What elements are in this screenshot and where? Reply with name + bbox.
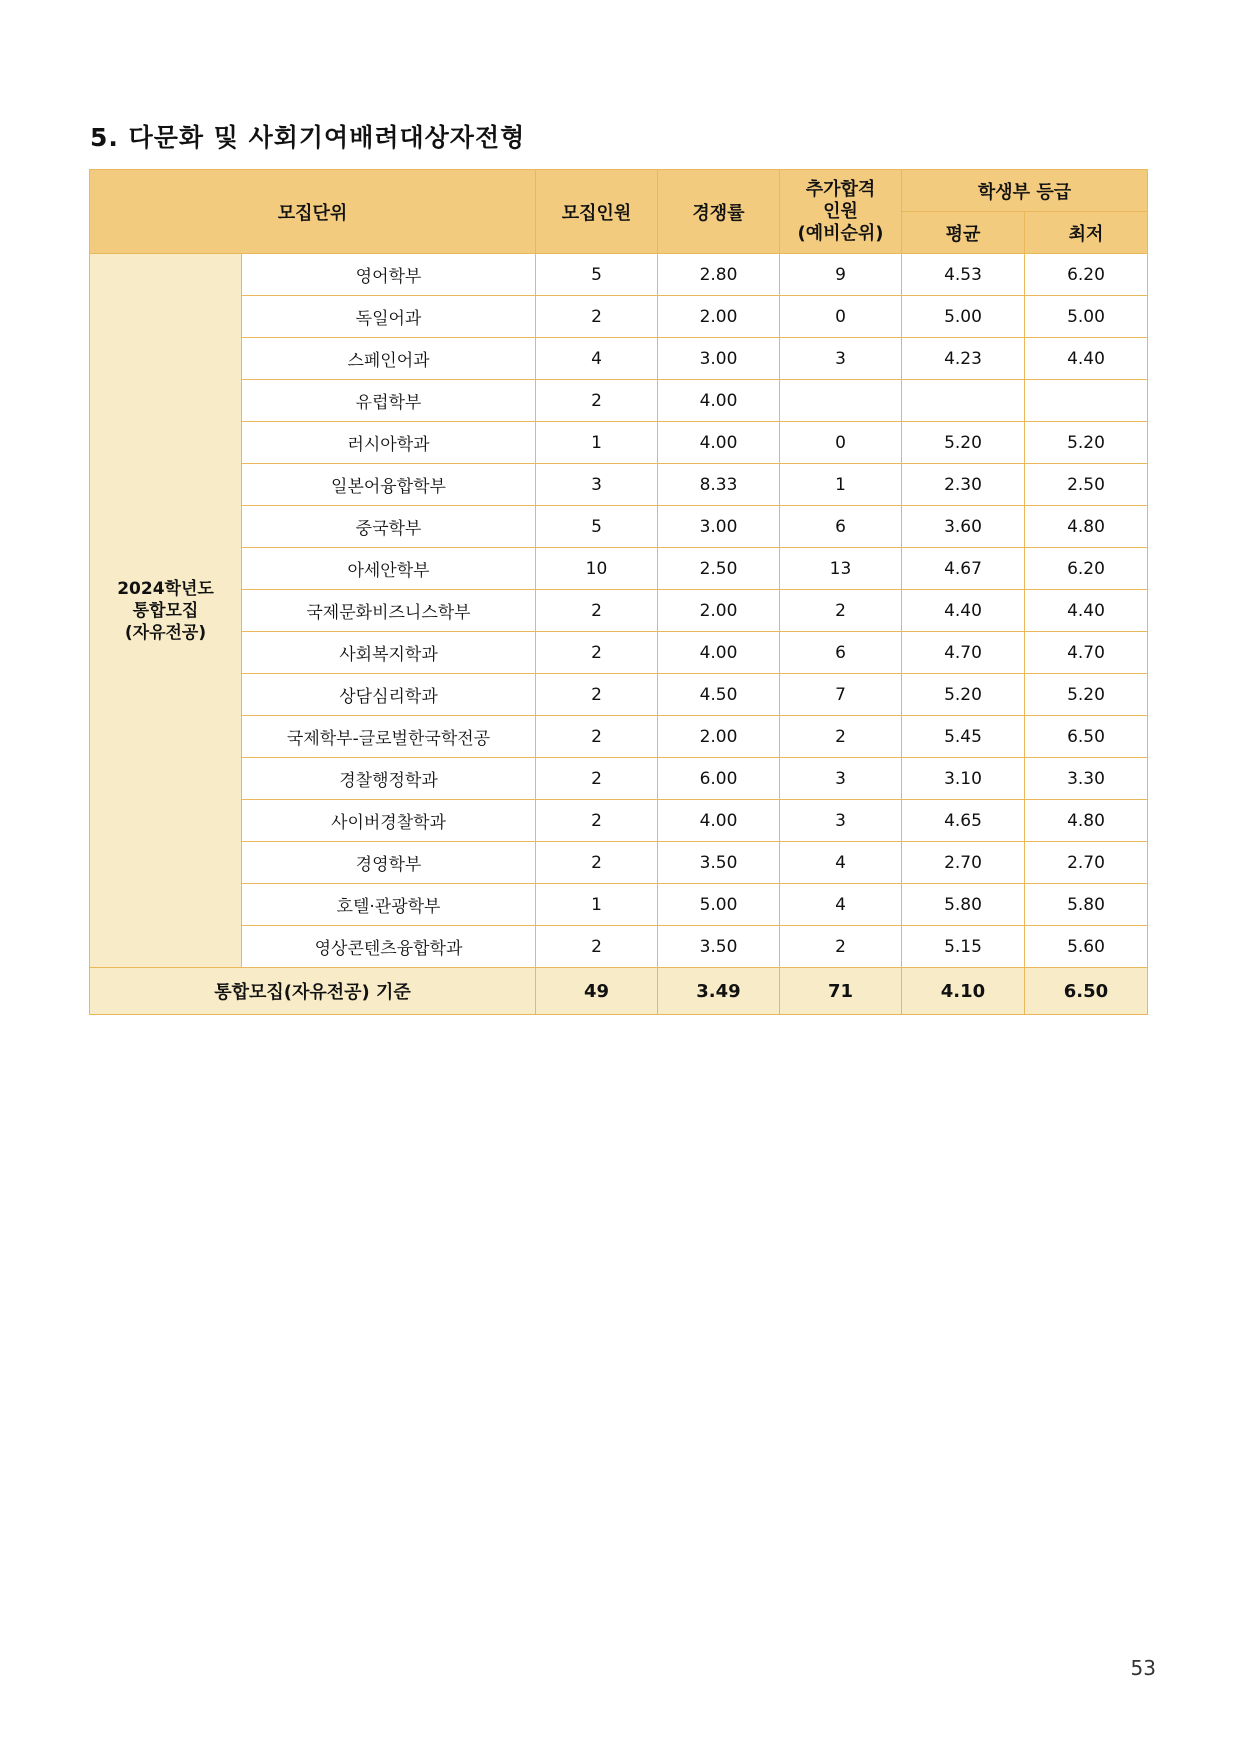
cell-grade-min (1025, 380, 1148, 422)
table-row (90, 716, 1148, 758)
header-additional-line3: (예비순위) (797, 222, 884, 244)
table-row (90, 632, 1148, 674)
cell-recruit: 5 (536, 254, 658, 296)
cell-unit: 아세안학부 (242, 548, 536, 590)
header-grade-avg: 평균 (902, 212, 1025, 254)
cell-unit: 국제학부-글로벌한국학전공 (242, 716, 536, 758)
table-row (90, 548, 1148, 590)
cell-grade-min: 6.50 (1025, 716, 1148, 758)
cell-unit: 러시아학과 (242, 422, 536, 464)
cell-additional: 2 (780, 716, 902, 758)
group-label-line3: (자유전공) (124, 622, 207, 643)
cell-grade-avg: 4.67 (902, 548, 1025, 590)
cell-grade-min: 5.20 (1025, 422, 1148, 464)
page-number: 53 (1130, 1656, 1156, 1680)
cell-grade-min: 5.80 (1025, 884, 1148, 926)
cell-grade-avg: 4.53 (902, 254, 1025, 296)
cell-grade-avg: 3.10 (902, 758, 1025, 800)
header-additional-line2: 인원 (823, 200, 858, 222)
cell-recruit: 2 (536, 758, 658, 800)
cell-unit: 독일어과 (242, 296, 536, 338)
header-additional (780, 170, 902, 254)
group-label (90, 254, 242, 968)
cell-unit: 경영학부 (242, 842, 536, 884)
cell-unit: 스페인어과 (242, 338, 536, 380)
cell-recruit: 5 (536, 506, 658, 548)
table-row (90, 674, 1148, 716)
cell-additional: 13 (780, 548, 902, 590)
total-recruit: 49 (536, 968, 658, 1015)
cell-grade-min: 4.80 (1025, 506, 1148, 548)
cell-grade-avg: 4.65 (902, 800, 1025, 842)
cell-grade-avg: 3.60 (902, 506, 1025, 548)
cell-competition: 2.00 (658, 590, 780, 632)
cell-unit: 경찰행정학과 (242, 758, 536, 800)
cell-unit: 상담심리학과 (242, 674, 536, 716)
table-row (90, 422, 1148, 464)
cell-additional: 3 (780, 338, 902, 380)
total-row (90, 968, 1148, 1015)
cell-grade-avg: 2.70 (902, 842, 1025, 884)
cell-additional: 3 (780, 800, 902, 842)
total-label: 통합모집(자유전공) 기준 (90, 968, 536, 1015)
table-body (90, 254, 1148, 1015)
cell-grade-min: 4.70 (1025, 632, 1148, 674)
cell-grade-avg: 5.20 (902, 422, 1025, 464)
cell-grade-avg (902, 380, 1025, 422)
cell-competition: 4.00 (658, 422, 780, 464)
cell-competition: 6.00 (658, 758, 780, 800)
cell-additional: 0 (780, 422, 902, 464)
cell-grade-min: 3.30 (1025, 758, 1148, 800)
header-grade: 학생부 등급 (902, 170, 1148, 212)
cell-competition: 2.00 (658, 716, 780, 758)
header-competition: 경쟁률 (658, 170, 780, 254)
header-grade-min: 최저 (1025, 212, 1148, 254)
cell-recruit: 2 (536, 800, 658, 842)
cell-additional: 3 (780, 758, 902, 800)
cell-recruit: 2 (536, 926, 658, 968)
cell-recruit: 3 (536, 464, 658, 506)
cell-additional: 9 (780, 254, 902, 296)
table-row (90, 506, 1148, 548)
cell-unit: 유럽학부 (242, 380, 536, 422)
cell-recruit: 2 (536, 380, 658, 422)
cell-additional: 6 (780, 632, 902, 674)
total-grade-min: 6.50 (1025, 968, 1148, 1015)
cell-grade-min: 2.70 (1025, 842, 1148, 884)
cell-grade-min: 4.40 (1025, 338, 1148, 380)
cell-competition: 4.50 (658, 674, 780, 716)
cell-grade-min: 5.60 (1025, 926, 1148, 968)
cell-grade-min: 5.00 (1025, 296, 1148, 338)
cell-competition: 2.50 (658, 548, 780, 590)
cell-recruit: 2 (536, 842, 658, 884)
cell-recruit: 1 (536, 884, 658, 926)
cell-unit: 사회복지학과 (242, 632, 536, 674)
table-row (90, 296, 1148, 338)
total-grade-avg: 4.10 (902, 968, 1025, 1015)
cell-unit: 호텔·관광학부 (242, 884, 536, 926)
cell-grade-min: 6.20 (1025, 548, 1148, 590)
cell-recruit: 2 (536, 716, 658, 758)
cell-recruit: 2 (536, 632, 658, 674)
cell-additional: 4 (780, 884, 902, 926)
cell-additional: 0 (780, 296, 902, 338)
header-unit: 모집단위 (90, 170, 536, 254)
table-header (90, 170, 1148, 254)
table-row (90, 338, 1148, 380)
cell-recruit: 1 (536, 422, 658, 464)
admission-results-table (89, 169, 1148, 1015)
table-row (90, 464, 1148, 506)
cell-grade-avg: 5.20 (902, 674, 1025, 716)
table-row (90, 884, 1148, 926)
cell-additional: 6 (780, 506, 902, 548)
cell-grade-avg: 2.30 (902, 464, 1025, 506)
cell-grade-min: 2.50 (1025, 464, 1148, 506)
total-additional: 71 (780, 968, 902, 1015)
cell-grade-avg: 5.80 (902, 884, 1025, 926)
section-title: 5. 다문화 및 사회기여배려대상자전형 (90, 123, 526, 152)
cell-unit: 영상콘텐츠융합학과 (242, 926, 536, 968)
cell-competition: 4.00 (658, 800, 780, 842)
cell-unit: 국제문화비즈니스학부 (242, 590, 536, 632)
cell-unit: 중국학부 (242, 506, 536, 548)
cell-grade-avg: 5.15 (902, 926, 1025, 968)
cell-additional: 4 (780, 842, 902, 884)
cell-recruit: 2 (536, 590, 658, 632)
cell-additional: 2 (780, 926, 902, 968)
table-row (90, 758, 1148, 800)
cell-recruit: 10 (536, 548, 658, 590)
cell-competition: 8.33 (658, 464, 780, 506)
table-row (90, 254, 1148, 296)
cell-competition: 2.00 (658, 296, 780, 338)
cell-grade-min: 4.80 (1025, 800, 1148, 842)
cell-grade-avg: 5.45 (902, 716, 1025, 758)
group-label-line2: 통합모집 (132, 600, 199, 621)
cell-competition: 4.00 (658, 380, 780, 422)
cell-competition: 4.00 (658, 632, 780, 674)
header-recruit: 모집인원 (536, 170, 658, 254)
cell-competition: 5.00 (658, 884, 780, 926)
cell-competition: 3.00 (658, 506, 780, 548)
cell-additional (780, 380, 902, 422)
cell-recruit: 4 (536, 338, 658, 380)
cell-grade-avg: 4.23 (902, 338, 1025, 380)
header-additional-line1: 추가합격 (805, 178, 876, 200)
cell-recruit: 2 (536, 296, 658, 338)
cell-grade-min: 4.40 (1025, 590, 1148, 632)
cell-unit: 일본어융합학부 (242, 464, 536, 506)
table-row (90, 800, 1148, 842)
cell-unit: 영어학부 (242, 254, 536, 296)
total-competition: 3.49 (658, 968, 780, 1015)
group-label-line1: 2024학년도 (117, 578, 214, 599)
cell-competition: 3.50 (658, 926, 780, 968)
cell-competition: 3.00 (658, 338, 780, 380)
table-row (90, 590, 1148, 632)
cell-grade-min: 6.20 (1025, 254, 1148, 296)
cell-grade-avg: 5.00 (902, 296, 1025, 338)
cell-grade-avg: 4.70 (902, 632, 1025, 674)
table-row (90, 842, 1148, 884)
table-row (90, 926, 1148, 968)
cell-recruit: 2 (536, 674, 658, 716)
cell-grade-avg: 4.40 (902, 590, 1025, 632)
cell-unit: 사이버경찰학과 (242, 800, 536, 842)
cell-grade-min: 5.20 (1025, 674, 1148, 716)
cell-additional: 2 (780, 590, 902, 632)
cell-competition: 3.50 (658, 842, 780, 884)
cell-competition: 2.80 (658, 254, 780, 296)
cell-additional: 1 (780, 464, 902, 506)
table-row (90, 380, 1148, 422)
cell-additional: 7 (780, 674, 902, 716)
